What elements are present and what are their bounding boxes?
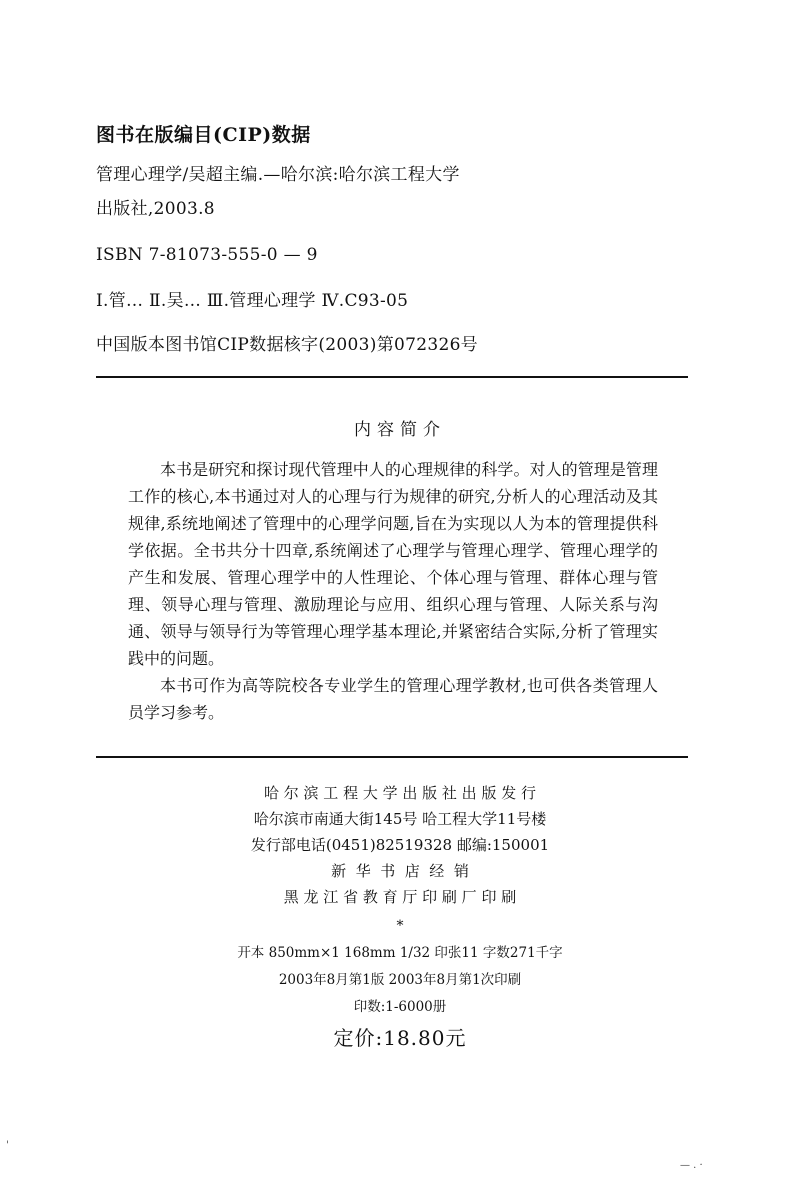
publisher-info [0, 780, 800, 910]
cip-classification: Ⅰ.管… Ⅱ.吴… Ⅲ.管理心理学 Ⅳ.C93-05 [96, 291, 409, 311]
intro-text [128, 456, 658, 726]
printer: 黑 龙 江 省 教 育 厅 印 刷 厂 印 刷 [283, 888, 517, 906]
format-spec: 开本 850mm×1 168mm 1/32 印张11 字数271千字 [237, 945, 563, 961]
intro-paragraph: 本书是研究和探讨现代管理中人的心理规律的科学。对人的管理是管理工作的核心,本书通过对人的心理与行为规律的研究,分析人的心理活动及其规律,系统地阐述了管理中的心理学问题,旨在为实现以人为本的管理提供科学依据。全书共分十四章,系统阐述了心理学与管理心理学、管理心理学的产生和发展、管理心理学中的人性理论、个体心理与管理、群体心理与管理、领导心理与管理、激励理论与应用、组织心理与管理、人际关系与沟通、领导与领导行为等管理心理学基本理论,并紧密结合实际,分析了管理实践中的问题。 [128, 460, 658, 668]
price: 定价:18.80元 [333, 1026, 467, 1050]
print-run: 印数:1-6000册 [353, 999, 447, 1015]
publisher-phone: 发行部电话(0451)82519328 邮编:150001 [250, 836, 550, 854]
margin-mark-bottom-right: — . · [680, 1160, 703, 1171]
cip-isbn: ISBN 7-81073-555-0 — 9 [96, 245, 318, 265]
separator-star: * [396, 918, 404, 934]
cip-record-number: 中国版本图书馆CIP数据核字(2003)第072326号 [96, 335, 478, 355]
cip-description-line2: 出版社,2003.8 [96, 199, 215, 219]
intro-title: 内容简介 [354, 420, 446, 440]
publisher-name: 哈 尔 滨 工 程 大 学 出 版 社 出 版 发 行 [264, 784, 536, 802]
bottom-divider [96, 756, 688, 758]
print-specs [0, 940, 800, 1021]
cip-title: 图书在版编目(CIP)数据 [96, 124, 311, 146]
margin-mark-left: ' [6, 1140, 9, 1151]
cip-description-line1: 管理心理学/吴超主编.—哈尔滨:哈尔滨工程大学 [96, 165, 460, 185]
intro-paragraph: 本书可作为高等院校各专业学生的管理心理学教材,也可供各类管理人员学习参考。 [128, 676, 658, 722]
edition-info: 2003年8月第1版 2003年8月第1次印刷 [278, 972, 522, 988]
top-divider [96, 376, 688, 378]
distributor: 新 华 书 店 经 销 [331, 862, 469, 880]
publisher-address: 哈尔滨市南通大街145号 哈工程大学11号楼 [253, 810, 547, 828]
